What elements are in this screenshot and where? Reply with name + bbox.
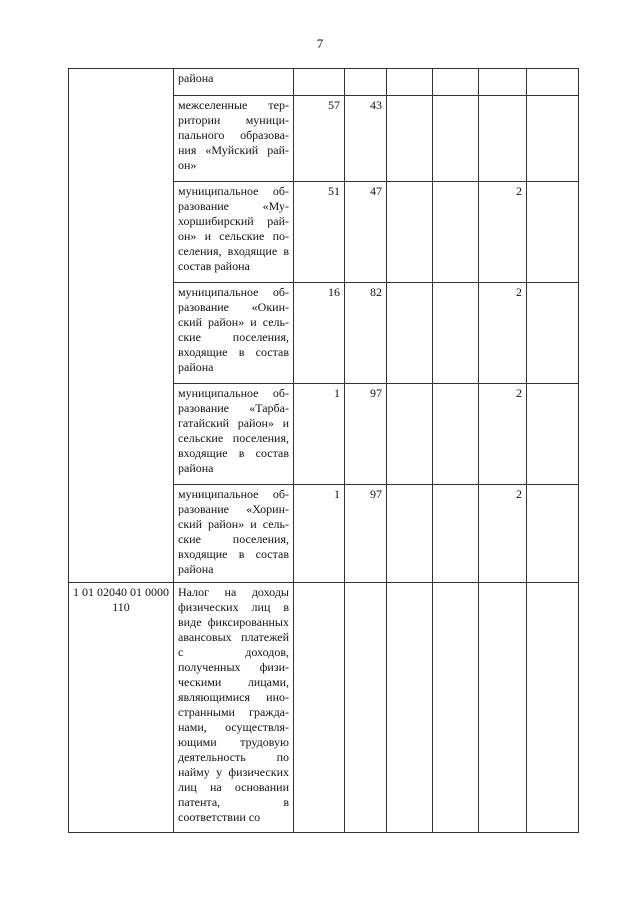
name-cell: Налог на доходы физических лиц в виде фиксированных авансовых платежей с доходов, полученных физическими лицами, являющимися иностранными гражданами, осуществляющими трудовую деятельность по найму у физических лиц на основании патента, в соответствии со: [174, 583, 294, 833]
value-cell: [387, 283, 433, 384]
value-cell: 97: [345, 485, 387, 583]
value-cell: [527, 69, 579, 96]
value-cell: [387, 182, 433, 283]
name-cell: муниципальное образование «Хоринский район» и сельские поселения, входящие в состав района: [174, 485, 294, 583]
value-cell: 1: [294, 485, 345, 583]
value-cell: 97: [345, 384, 387, 485]
value-cell: [433, 384, 479, 485]
value-cell: 47: [345, 182, 387, 283]
value-cell: [433, 485, 479, 583]
value-cell: [527, 583, 579, 833]
value-cell: [433, 96, 479, 182]
value-cell: [387, 69, 433, 96]
name-cell: района: [174, 69, 294, 96]
value-cell: [479, 69, 527, 96]
value-cell: 51: [294, 182, 345, 283]
value-cell: [433, 283, 479, 384]
value-cell: [294, 583, 345, 833]
value-cell: [527, 182, 579, 283]
value-cell: [527, 384, 579, 485]
value-cell: [387, 96, 433, 182]
value-cell: [479, 96, 527, 182]
value-cell: [433, 583, 479, 833]
name-cell: муниципальное образование «Тарбагатайский район» и сельские поселения, входящие в состав района: [174, 384, 294, 485]
name-cell: муниципальное образование «Окинский район» и сельские поселения, входящие в состав района: [174, 283, 294, 384]
table-row: [69, 583, 579, 833]
value-cell: 2: [479, 485, 527, 583]
value-cell: 1: [294, 384, 345, 485]
value-cell: 2: [479, 283, 527, 384]
value-cell: [387, 384, 433, 485]
value-cell: [479, 583, 527, 833]
code-cell: [69, 69, 174, 583]
value-cell: [345, 69, 387, 96]
value-cell: [527, 283, 579, 384]
value-cell: 82: [345, 283, 387, 384]
value-cell: [387, 485, 433, 583]
value-cell: 2: [479, 384, 527, 485]
value-cell: 16: [294, 283, 345, 384]
value-cell: [345, 583, 387, 833]
value-cell: [527, 96, 579, 182]
value-cell: 57: [294, 96, 345, 182]
table-row: [69, 69, 579, 96]
name-cell: муниципальное образование «Мухоршибирский район» и сельские поселения, входящие в состав района: [174, 182, 294, 283]
value-cell: 43: [345, 96, 387, 182]
name-cell: межселенные территории муниципального образования «Муйский район»: [174, 96, 294, 182]
value-cell: [294, 69, 345, 96]
value-cell: [527, 485, 579, 583]
page-number: 7: [316, 36, 324, 51]
value-cell: [433, 182, 479, 283]
code-cell: 1 01 02040 01 0000 110: [69, 583, 174, 833]
value-cell: 2: [479, 182, 527, 283]
value-cell: [433, 69, 479, 96]
value-cell: [387, 583, 433, 833]
revenue-table: [68, 68, 579, 833]
